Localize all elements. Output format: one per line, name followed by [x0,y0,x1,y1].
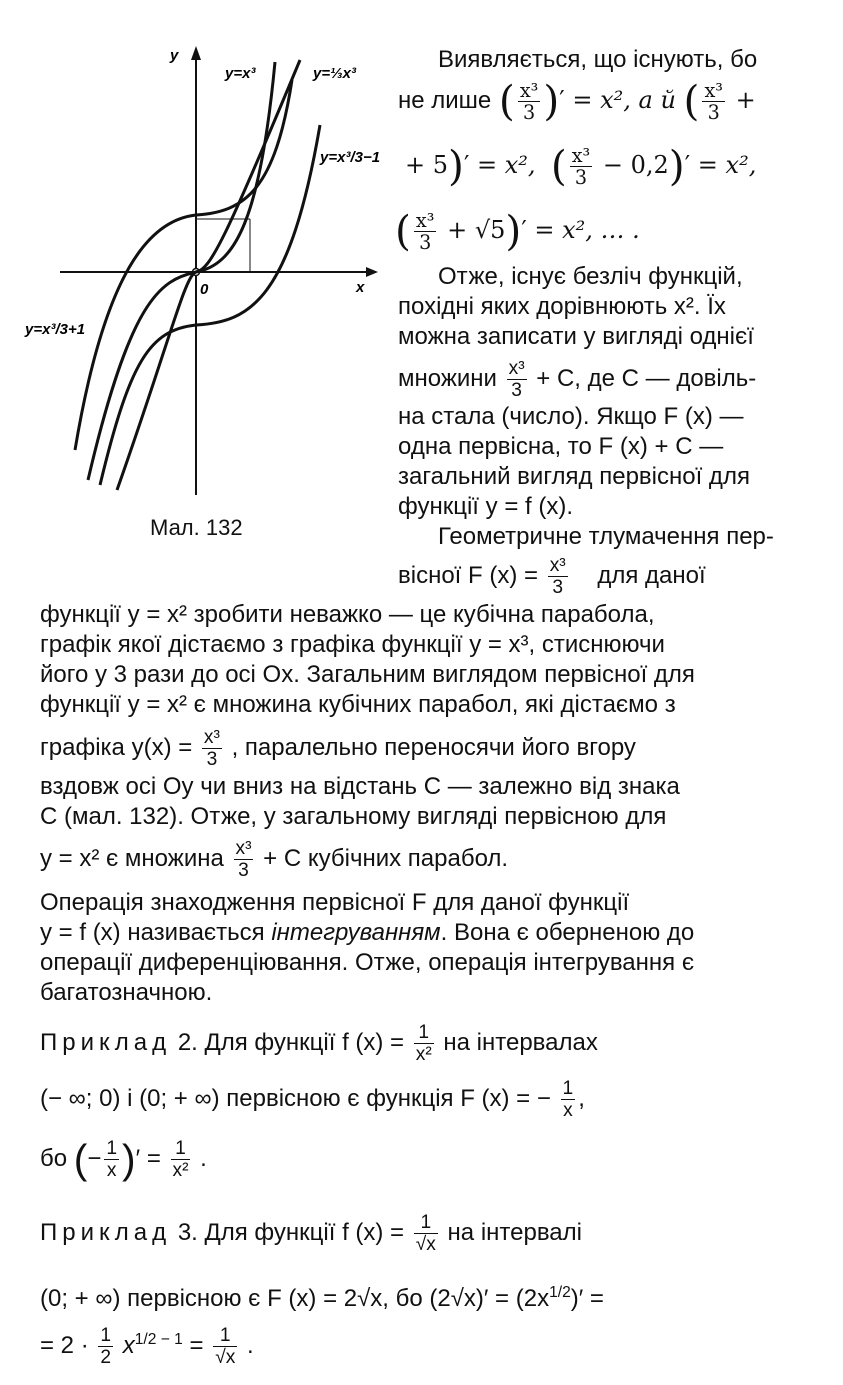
figure-caption: Мал. 132 [150,515,243,540]
x-axis-arrow [366,267,378,277]
curve-label-third-x3: y=⅓x³ [313,65,356,82]
emphasis-term: інтегруванням [271,919,441,946]
example-2-line-2: (− ∞; 0) і (0; + ∞) первісною є функція F (x) = − $\frac{1}{x}$ , [40,1078,585,1122]
formula-line: графіка y(x) = $\frac{\text{x³}}{3}$ , паралельно переносячи його вгору [40,727,636,771]
curve-y-x3 [117,60,300,490]
text-line: Отже, існує безліч функцій, [438,263,743,290]
text-line: Геометричне тлумачення пер- [438,523,774,550]
example-3-line-3: = 2 · $\frac{1}{2}$ $x^{1/2 - 1}$ = $\frac{1}{√x}$ . [40,1325,254,1369]
text-line: загальний вигляд первісної для [398,463,750,490]
curve-label-x3: y=x³ [225,65,256,82]
example-2-line-1: Приклад 2. Для функції f (x) = $\frac{1}{\text{x²}}$ на інтервалах [40,1022,598,1066]
text-line: його у 3 рази до осі Ox. Загальним виглядом первісної для [40,661,695,688]
formula-line: вісної F (x) = $\frac{\text{x³}}{3}$ для даної [398,555,706,599]
text-line: Операція знаходження первісної F для даної функції [40,889,630,916]
curve-y-third-x3-minus-1 [100,125,320,485]
text-line: Виявляється, що існують, бо [438,46,758,73]
example-3-line-1: Приклад 3. Для функції f (x) = $\frac{1}{√x}$ на інтервалі [40,1212,582,1256]
curve-y-third-x3-plus-1 [75,80,292,450]
formula-line: не лише ( $\frac{\text{x³}}{3}$ )′ = x², а й ( $\frac{\text{x³}}{3}$ + [398,77,756,126]
text-line: одна первісна, то F (x) + C — [398,433,724,460]
text-line: похідні яких дорівнюють x². Їх [398,293,726,320]
text-line: графік якої дістаємо з графіка функції y = x³, стиснюючи [40,631,665,658]
curve-label-minus-1: y=x³/3−1 [320,149,381,166]
text-line: функції y = x² зробити неважко — це кубічна парабола, [40,601,655,628]
example-3-line-2: (0; + ∞) первісною є F (x) = 2√x, бо $(2√x)' = (2x^{1/2})'$ = [40,1284,604,1312]
text-line: функції y = x² є множина кубічних парабол, які дістаємо з [40,691,676,718]
formula-line: y = x² є множина $\frac{\text{x³}}{3}$ + C кубічних парабол. [40,838,509,882]
formula-line: + 5)′ = x², ( $\frac{\text{x³}}{3}$ − 0,2)′ = x², [405,142,757,191]
figure-132-graph [20,40,390,500]
text-line: функції y = f (x). [398,493,573,520]
text-line: на стала (число). Якщо F (x) — [398,403,744,430]
text-line: y = f (x) називається інтегруванням. Вона є оберненою до [40,919,695,946]
text-line: вздовж осі Oy чи вниз на відстань C — залежно від знака [40,773,680,800]
example-2-line-3: бо (− $\frac{1}{x}$ )′ = $\frac{1}{\text{x²}}$ . [40,1136,207,1183]
text-line: C (мал. 132). Отже, у загальному вигляді первісною для [40,803,667,830]
text-line: операції диференціювання. Отже, операція інтегрування є [40,949,695,976]
text-line: можна записати у вигляді однієї [398,323,754,350]
y-axis-arrow [191,46,201,60]
axis-x-label: x [356,279,365,296]
axis-y-label: y [170,47,179,64]
origin-label: 0 [200,281,209,298]
formula-line: ( $\frac{\text{x³}}{3}$ + √5)′ = x², … . [395,207,640,256]
formula-line: множини $\frac{\text{x³}}{3}$ + C, де C — довіль- [398,358,757,402]
text-line: багатозначною. [40,979,213,1006]
curve-label-plus-1: y=x³/3+1 [25,321,86,338]
